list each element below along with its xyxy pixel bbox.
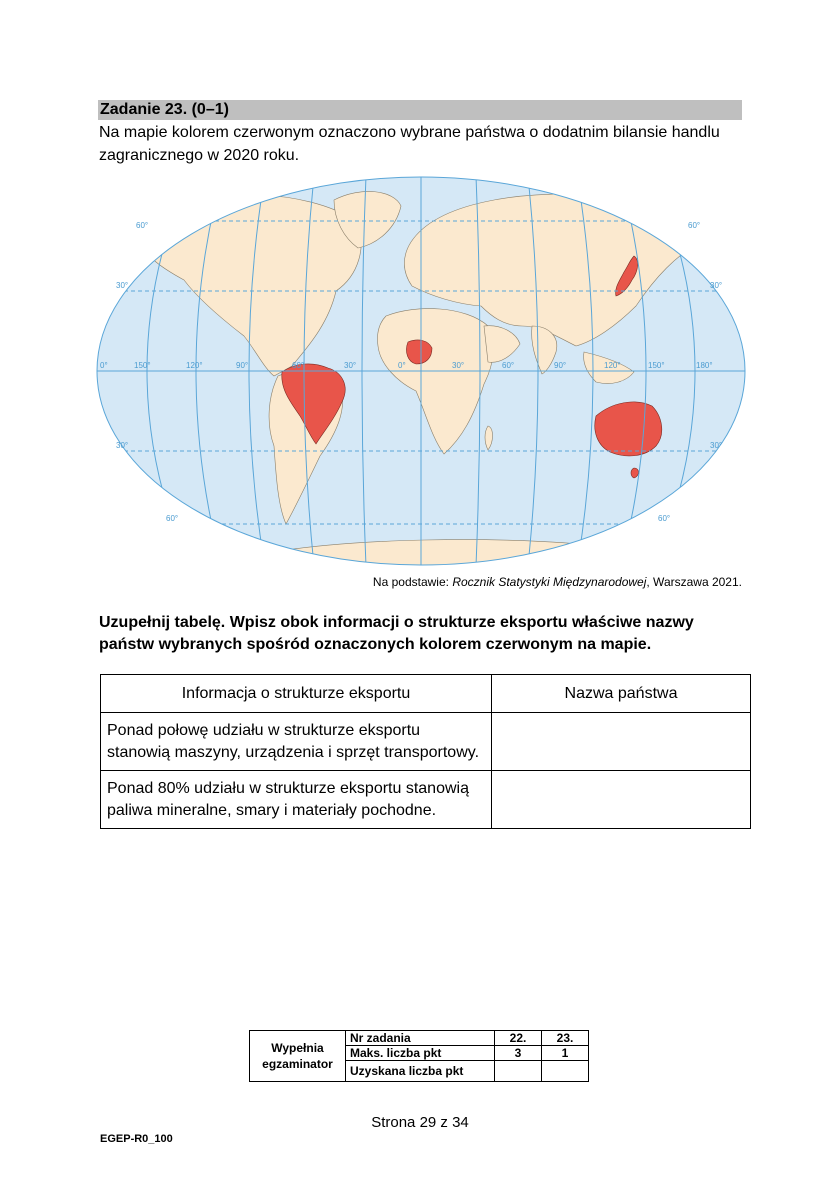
max-points: 1 bbox=[542, 1046, 589, 1061]
source-title: Rocznik Statystyki Międzynarodowej bbox=[452, 575, 647, 589]
lon-label: 150° bbox=[648, 361, 665, 370]
max-points-label: Maks. liczba pkt bbox=[346, 1046, 495, 1061]
lat-label: 30° bbox=[116, 441, 129, 450]
lon-label: 0° bbox=[398, 361, 406, 370]
lon-label: 90° bbox=[554, 361, 567, 370]
world-map bbox=[96, 176, 746, 566]
lon-label: 60° bbox=[292, 361, 305, 370]
table-header-row bbox=[101, 675, 751, 713]
task-number: 22. bbox=[495, 1031, 542, 1046]
source-suffix: , Warszawa 2021. bbox=[646, 575, 742, 589]
table-row bbox=[101, 713, 751, 771]
lon-label: 180° bbox=[696, 361, 713, 370]
export-info-cell: Ponad połowę udziału w strukturze eksportu stanowią maszyny, urządzenia i sprzęt transportowy. bbox=[101, 713, 492, 771]
lat-label: 0° bbox=[100, 361, 108, 370]
country-answer-cell[interactable] bbox=[492, 771, 751, 829]
lon-label: 30° bbox=[344, 361, 357, 370]
lat-label: 60° bbox=[658, 514, 671, 523]
lon-label: 120° bbox=[186, 361, 203, 370]
table-row bbox=[101, 771, 751, 829]
obtained-points-cell[interactable] bbox=[542, 1061, 589, 1082]
lon-label: 30° bbox=[452, 361, 465, 370]
lon-label: 60° bbox=[502, 361, 515, 370]
examiner-label: Wypełnia egzaminator bbox=[250, 1031, 346, 1082]
obtained-points-cell[interactable] bbox=[495, 1061, 542, 1082]
country-answer-cell[interactable] bbox=[492, 713, 751, 771]
lat-label: 30° bbox=[116, 281, 129, 290]
lat-label: 30° bbox=[710, 441, 723, 450]
exam-code: EGEP-R0_100 bbox=[100, 1133, 173, 1145]
lon-label: 120° bbox=[604, 361, 621, 370]
task-number: 23. bbox=[542, 1031, 589, 1046]
task-intro: Na mapie kolorem czerwonym oznaczono wybrane państwa o dodatnim bilansie handlu zagranicznego w 2020 roku. bbox=[99, 124, 720, 164]
task-instruction: Uzupełnij tabelę. Wpisz obok informacji o strukturze eksportu właściwe nazwy państw wybranych spośród oznaczonych kolorem czerwonym na mapie. bbox=[99, 614, 694, 653]
task-header: Zadanie 23. (0–1) bbox=[98, 100, 742, 120]
lat-label: 60° bbox=[166, 514, 179, 523]
lon-label: 150° bbox=[134, 361, 151, 370]
obtained-points-label: Uzyskana liczba pkt bbox=[346, 1061, 495, 1082]
lat-label: 60° bbox=[688, 221, 701, 230]
score-table bbox=[249, 1030, 589, 1082]
country-australia bbox=[595, 402, 662, 456]
map-source bbox=[349, 575, 742, 589]
lat-label: 60° bbox=[136, 221, 149, 230]
header-country-name: Nazwa państwa bbox=[492, 675, 751, 713]
lon-label: 90° bbox=[236, 361, 249, 370]
lat-label: 30° bbox=[710, 281, 723, 290]
answer-table bbox=[100, 674, 751, 829]
source-prefix: Na podstawie: bbox=[372, 575, 453, 589]
header-export-info: Informacja o strukturze eksportu bbox=[101, 675, 492, 713]
export-info-cell: Ponad 80% udziału w strukturze eksportu stanowią paliwa mineralne, smary i materiały pochodne. bbox=[101, 771, 492, 829]
task-number-label: Nr zadania bbox=[346, 1031, 495, 1046]
max-points: 3 bbox=[495, 1046, 542, 1061]
page-number: Strona 29 z 34 bbox=[371, 1114, 469, 1131]
